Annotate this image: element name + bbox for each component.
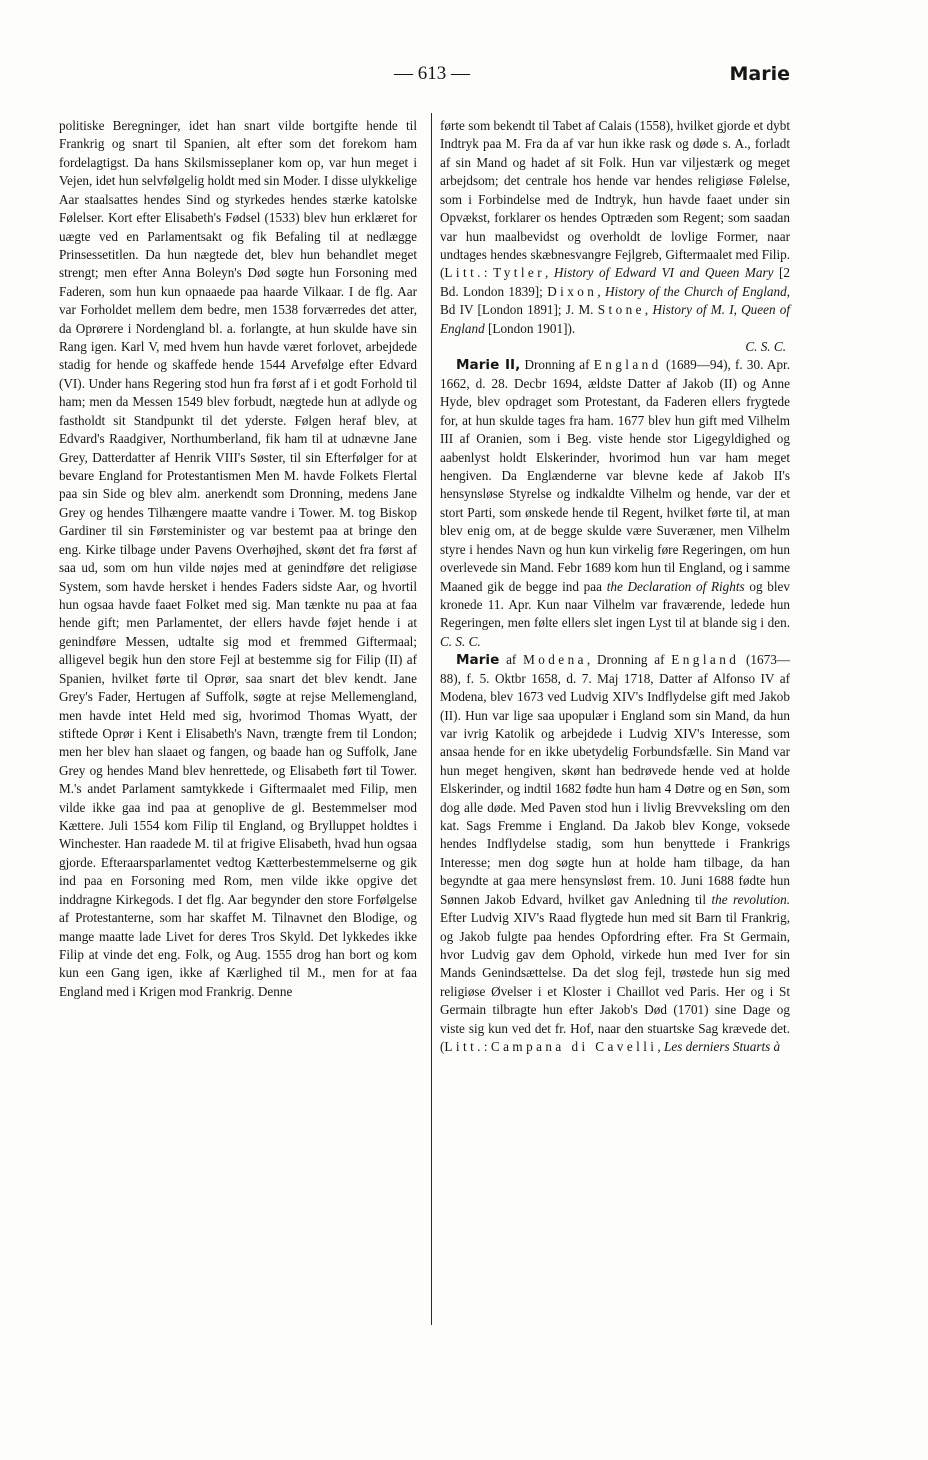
- work-title: the Declaration of Rights: [606, 578, 745, 594]
- litt-label: Litt.: [444, 265, 484, 281]
- text-run: [London 1901]).: [488, 320, 576, 336]
- signature: C. S. C.: [745, 339, 786, 355]
- author-name: Stone: [597, 302, 645, 318]
- work-title: Les derniers Stuarts à: [664, 1039, 781, 1055]
- work-title: History of Edward VI and Queen Mary: [553, 265, 774, 281]
- author-name: Dixon: [547, 283, 598, 299]
- entry-headword: Marie II,: [456, 357, 521, 374]
- text-run: Bd IV [London 1891]; J. M.: [440, 302, 594, 318]
- entry-marie-ii: [440, 356, 790, 651]
- author-name: Campana di Cavelli: [490, 1039, 658, 1055]
- text-run: af: [506, 652, 517, 668]
- text-run: Dronning af: [524, 357, 590, 373]
- entry-headword: Marie: [456, 652, 500, 669]
- paragraph: førte som bekendt til Tabet af Calais (1558), hvilket gjorde et dybt Indtryk paa M. Fra da af var hun ikke rask og døde s. A., forladt af sin Mand og hadet af sit Folk. Hun var viljestærk og meget arbejdsom; det centrale hos hende var hendes religiøse Følelse, som i Forbindelse med de Indtryk, hun havde faaet under sin Opvækst, forklarer os hendes Optræden som Regent; som saadan var hun maalbevidst og overholdt de lovlige Former, naar undtages hendes skæbnesvangre Fejlgreb, Giftermaalet med Filip. (Litt.: Tytler, History of Edward VI and Queen Mary [2 Bd. London 1839]; Dixon, History of the Church of England, Bd IV [London 1891]; J. M. Stone, History of M. I, Queen of England [London 1901]).: [440, 118, 791, 336]
- column-divider: [431, 113, 432, 1325]
- entry-marie-af-modena: Marie af Modena, Dronning af England (1673—88), f. 5. Oktbr 1658, d. 7. Maj 1718, Datter af Alfonso IV af Modena, blev 1673 ved Ludvig XIV's Indflydelse gift med Jakob (II). Hun var lige saa upopulær i England som sin Mand, da hun var ivrig Katolik og arbejdede i Ludvig XIV's Interesse, som ansaa hende for en ikke ubetydelig Forbundsfælle. Sin Mand var hun meget hengiven, skønt han bedrøvede hende ved at holde Elskerinder, og indtil 1682 fødte hun ham 4 Døtre og en Søn, som dog alle døde. Med Paven stod hun i livlig Brevveksling om den kat. Sags Fremme i England. Da Jakob blev Konge, voksede hendes Indflydelse stadig, som hun benyttede i Frankrigs Interesse; men dog søgte hun at holde ham tilbage, da han begyndte at gaa mere hensynsløst frem. 10. Juni 1688 fødte hun Sønnen Jakob Edvard, hvilket gav Anledning til the revolution. Efter Ludvig XIV's Raad flygtede hun med sit Barn til Frankrig, og Jakob fulgte paa hendes Opfordring efter. Fra St Germain, hvor Ludvig gav dem Ophold, virkede hun med Iver for sin Mands Genindsættelse. Da det slog fejl, trøstede hun sig med religiøse Øvelser i et Kloster i Chaillot ved Paris. Her og i St Germain tilbragte hun efter Jakob's Død (1701) sine Dage og viste sig kun ved det fr. Hof, naar den stuartske Sag krævede det. (Litt.: Campana di Cavelli, Les derniers Stuarts à: [440, 652, 791, 1055]
- text-run: førte som bekendt til Tabet af Calais (1558), hvilket gjorde et dybt Indtryk paa M. Fra da af var hun ikke rask og døde s. A., forladt af sin Mand og hadet af sit Folk. Hun var viljestærk og meget arbejdsom; det centrale hos hende var hendes religiøse Følelse, som i Forbindelse med de Indtryk, hun havde faaet under sin Opvækst, forklarer os hendes Optræden som Regent; som saadan var hun maalbevidst og overholdt de lovlige Former, naar undtages hendes skæbnesvangre Fejlgreb, Giftermaalet med Filip. (: [440, 118, 790, 281]
- work-title: History of the Church of England: [605, 283, 787, 299]
- signature: C. S. C.: [440, 633, 481, 649]
- right-column: [440, 117, 790, 1057]
- place-name: Modena: [523, 652, 587, 668]
- text-run: og blev kronede 11. Apr. Kun naar Vilhelm var fraværende, ledede hun Regeringen, men følte ellers slet ingen Lyst til at blande sig i den.: [440, 578, 790, 631]
- author-name: Tytler: [493, 265, 546, 281]
- paragraph: politiske Beregninger, idet han snart vilde bortgifte hende til Frankrig og snart til Spanien, alt efter som det forekom ham fordelagtigst. Da hans Skilsmisseplaner kom op, var hun meget i Vejen, idet hun selvfølgelig holdt med sin Moder. I disse ulykkelige Aar staalsattes hendes Sind og styrkedes hendes stærke katolske Følelser. Kort efter Elisabeth's Fødsel (1533) blev hun erklæret for uægte ved en Parlamentsakt og fik Befaling til at nedlægge Prinsessetitlen. Da hun nægtede det, blev hun behandlet meget strengt; men efter Anna Boleyn's Død søgte hun Forsoning med Faderen, som hun kun opnaaede paa haarde Vilkaar. I de flg. Aar var Forholdet mellem dem bedre, men 1538 forværredes det atter, da Oprørere i Nordengland bl. a. forlangte, at hun skulde have sin Rang igen. Karl V, med hvem hun havde været forlovet, arbejdede stadig for hende og skaffede hende 1544 Arvefølge efter Edvard (VI). Under hans Regering stod hun fra først af i et godt Forhold til ham; men da Messen 1549 blev forbudt, nægtede hun at adlyde og fastholdt sit Standpunkt til det yderste. Følgen heraf blev, at Edvard's Raadgiver, Northumberland, fik ham til at udnævne Jane Grey, Datterdatter af Henrik VIII's Søster, til sin Efterfølger for at bevare England for Protestantismen Men M. havde Folkets Flertal paa sin Side og blev alm. anerkendt som Dronning, medens Jane Grey og hendes Tilhængere maatte vandre i Tower. M. tog Biskop Gardiner til sin Førsteminister og var bestemt paa at bringe den eng. Kirke tilbage under Pavens Overhøjhed, skønt det fra først af saa ud, som om hun vilde nøjes med at genindføre det religiøse System, som havde hersket i hendes Faders sidste Aar, og hvortil hun ogsaa havde faaet Folket med sig. Man tænkte nu paa at faa hende gift; men Parlamentet, der ellers havde føjet hende i at genindføre Messen, udtalte sig mod et fremmed Giftermaal; alligevel begik hun den store Fejl at bestemme sig for Filip (II) af Spanien, hvilket førte til Oprør, saa snart det blev kendt. Jane Grey's Fader, Hertugen af Suffolk, søgte at rejse Mellemengland, men havde intet Held med sig, hvorimod Thomas Wyatt, der stiftede Oprør i Kent i Elisabeth's Navn, trængte frem til London; men her blev han slaaet og fangen, og baade han og Suffolk, Jane Grey og hendes Mand blev henrettede, og Elisabeth ført til Tower. M.'s andet Parlament samtykkede i Giftermaalet med Filip, men vilde ikke gaa ind paa at genoplive de gl. Bestemmelser mod Kættere. Juli 1554 kom Filip til England, og Brylluppet holdtes i Winchester. Han raadede M. til at frigive Elisabeth, hvad hun ogsaa gjorde. Efteraarsparlamentet vedtog Kætterbestemmelserne og gik ind paa en Forsoning med Rom, men vilde ikke opgive det inddragne Kirkegods. I det flg. Aar begynder den store Forfølgelse af Protestanterne, som har skaffet M. Tilnavnet den Blodige, og mange maatte lade Livet for deres Tros Skyld. Det lykkedes ikke Filip at vinde det eng. Folk, og Aug. 1555 drog han bort og kom kun een Gang igen, ikke af Kærlighed til M., men for at faa England med i Krigen mod Frankrig. Denne: [59, 118, 417, 999]
- text-run: (1673—88), f. 5. Oktbr 1658, d. 7. Maj 1718, Datter af Alfonso IV af Modena, blev 1673 ved Ludvig XIV's Indflydelse gift med Jakob (II). Hun var lige saa upopulær i England som sin Mand, da hun var ivrig Katolik og arbejdede i Ludvig XIV's Interesse, som ansaa hende for en ikke ubetydelig Forbundsfælle. Sin Mand var hun meget hengiven, skønt han bedrøvede hende ved at holde Elskerinder, og indtil 1682 fødte hun ham 4 Døtre og en Søn, som dog alle døde. Med Paven stod hun i livlig Brevveksling om den kat. Sags Fremme i England. Da Jakob blev Konge, voksede hendes Indflydelse stadig, som hun benyttede i Frankrigs Interesse; men dog søgte hun at holde ham tilbage, da han begyndte at gaa mere hensynsløst frem. 10. Juni 1688 fødte hun Sønnen Jakob Edvard, hvilket gav Anledning til: [440, 652, 790, 907]
- page-header: [0, 61, 928, 91]
- work-title: History of M. I, Queen of England: [440, 302, 791, 336]
- country-name: England: [593, 357, 662, 373]
- work-title: the revolution.: [711, 891, 791, 907]
- country-name: England: [671, 652, 740, 668]
- text-run: (1689—94), f. 30. Apr. 1662, d. 28. Decbr 1694, ældste Datter af Jakob (II) og Anne Hyde, blev opdraget som Protestant, da Faderen ellers frygtede for, at hun skulde tages fra ham. 1677 blev hun gift med Vilhelm III af Oranien, som i Beg. viste hende stor Ligegyldighed og aabenlyst holdt Elskerinder, hvorimod hun var ham meget hengiven. Da Englænderne var blevne kede af Jakob II's hensynsløse Styrelse og indkaldte Vilhelm og hende, var der et stort Parti, som ønskede hende til Regent, hvilket førte til, at man blev enig om, at de begge skulde være Suveræner, men Vilhelm styre i hendes Navn og hun kun virkelig føre Regeringen, om hun overlevede sin Mand. Febr 1689 kom hun til England, og i samme Maaned gik de begge ind paa: [440, 357, 791, 594]
- text-run: Efter Ludvig XIV's Raad flygtede hun med sit Barn til Frankrig, og Jakob fulgte paa hendes Opfordring efter. Fra St Germain, hvor Ludvig gav dem Ophold, virkede hun med Iver for sin Mands Genindsættelse. Da det slog fejl, trøstede hun sig med religiøse Øvelser i et Kloster i Chaillot ved Paris. Her og i St Germain tilbragte hun efter Jakob's Død (1701) sine Dage og viste sig kun ved det fr. Hof, naar den stuartske Sag krævede det. (: [440, 910, 790, 1055]
- text-run: [2 Bd. London 1839];: [440, 265, 791, 299]
- left-column: [59, 117, 417, 1001]
- litt-label: Litt.: [444, 1039, 484, 1055]
- running-head: Marie: [729, 63, 790, 85]
- page-number: — 613 —: [394, 63, 470, 84]
- text-run: , Dronning af: [586, 652, 665, 668]
